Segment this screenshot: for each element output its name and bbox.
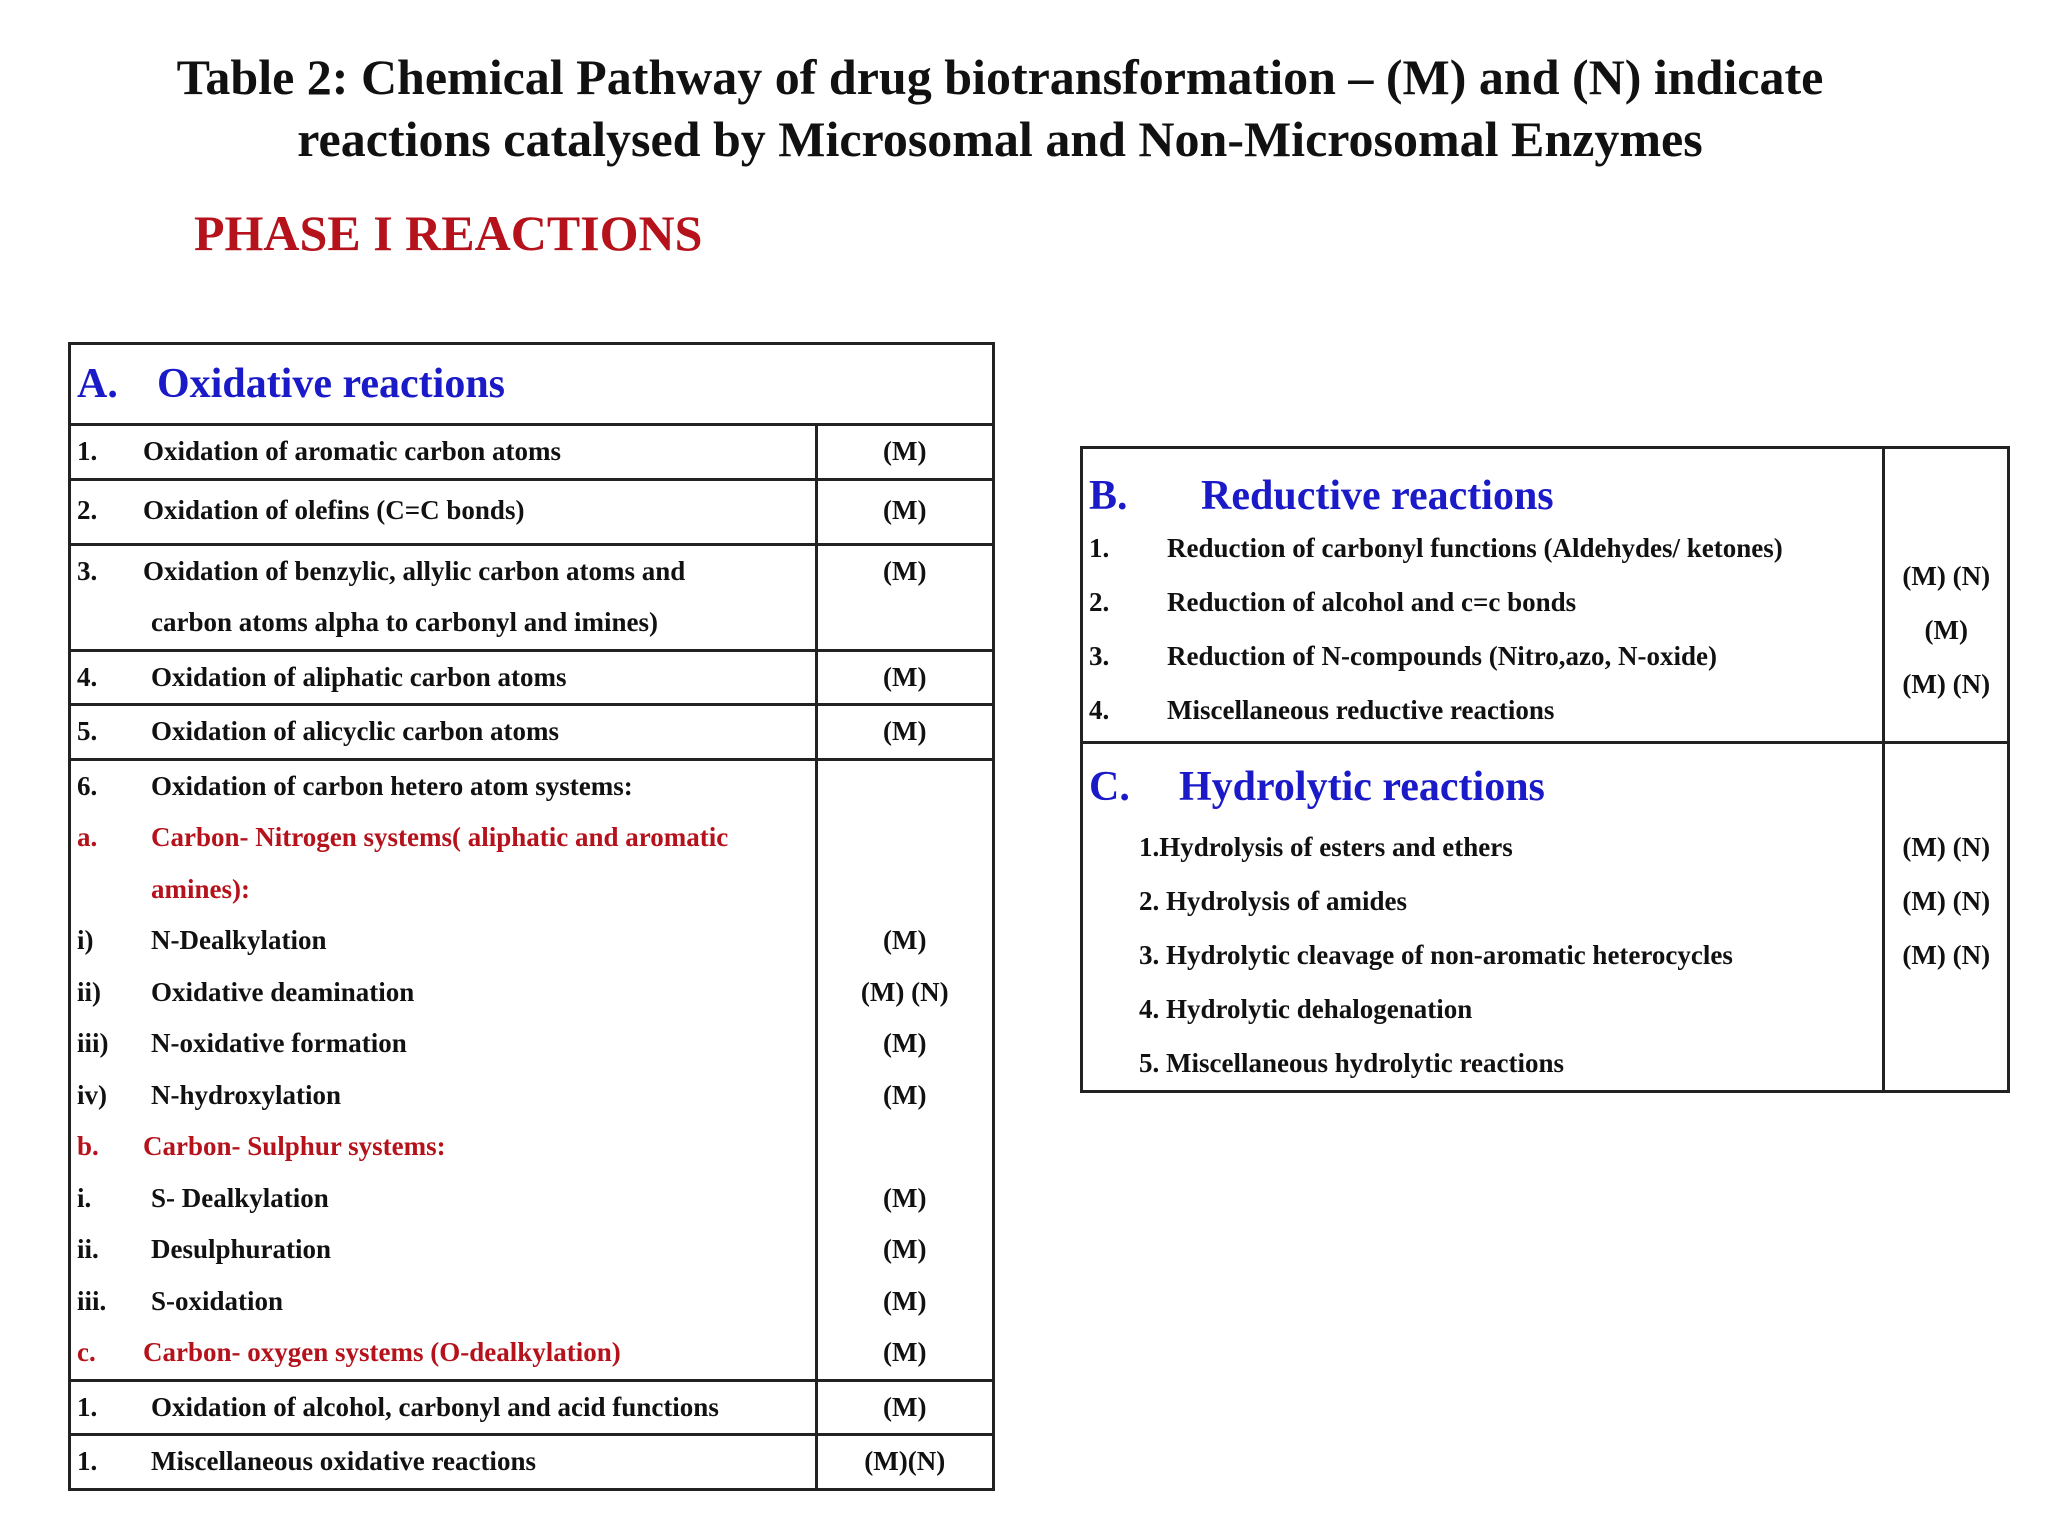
reaction-label: S-oxidation <box>151 1285 284 1316</box>
page-title <box>0 46 2000 170</box>
reaction-label: Oxidation of alicyclic carbon atoms <box>151 716 559 746</box>
sub-number: i) <box>77 925 94 955</box>
enzyme-tag: (M) (N) <box>860 976 949 1007</box>
sub-letter: b. <box>77 1131 99 1161</box>
section-title: Hydrolytic reactions <box>1179 764 1545 810</box>
row-number: 4. <box>77 661 98 692</box>
reaction-label: N-Dealkylation <box>151 925 327 955</box>
table-row <box>70 479 994 544</box>
row-number: 1. <box>77 436 98 466</box>
reaction-label: S- Dealkylation <box>151 1182 329 1213</box>
title-line-2: reactions catalysed by Microsomal and Non-Microsomal Enzymes <box>297 111 1703 167</box>
table-row-hetero-atom <box>70 759 994 1380</box>
enzyme-tag: (M) (N) <box>1902 832 1991 862</box>
reaction-label: Oxidation of carbon hetero atom systems: <box>151 770 633 801</box>
enzyme-tag: (M) <box>883 661 927 692</box>
reaction-label: Reduction of N-compounds (Nitro,azo, N-oxide) <box>1167 641 1717 671</box>
enzyme-tag: (M) <box>883 436 927 466</box>
reaction-label: N-oxidative formation <box>151 1028 407 1058</box>
reaction-label: Oxidation of alcohol, carbonyl and acid functions <box>151 1391 719 1422</box>
enzyme-tag: (M) (N) <box>1902 669 1991 699</box>
enzyme-tag: (M)(N) <box>864 1446 946 1476</box>
list-item: 2. Hydrolysis of amides <box>1139 886 1408 916</box>
sub-number: iv) <box>77 1079 107 1110</box>
enzyme-tag: (M) <box>883 1182 927 1213</box>
reaction-label: Reduction of carbonyl functions (Aldehydes/ ketones) <box>1167 533 1783 563</box>
enzyme-tag: (M) <box>883 1234 927 1264</box>
reaction-label: Reduction of alcohol and c=c bonds <box>1167 587 1577 617</box>
enzyme-tag: (M) <box>883 555 927 586</box>
list-item: 3. Hydrolytic cleavage of non-aromatic heterocycles <box>1139 940 1733 970</box>
reaction-label: Oxidation of olefins (C=C bonds) <box>143 494 525 525</box>
enzyme-tag: (M) <box>883 1391 927 1422</box>
item-number: 4. <box>1089 695 1110 725</box>
enzyme-tag: (M) <box>883 1285 927 1316</box>
phase-heading: PHASE I REACTIONS <box>194 205 703 261</box>
row-number: 1. <box>77 1391 98 1422</box>
item-number: 2. <box>1089 587 1110 617</box>
subgroup-label: Carbon- oxygen systems (O-dealkylation) <box>143 1337 621 1367</box>
enzyme-tag: (M) <box>883 1028 927 1058</box>
row-number: 2. <box>77 494 98 525</box>
sub-number: iii. <box>77 1285 107 1316</box>
oxidative-heading <box>71 345 992 423</box>
enzyme-tag: (M) (N) <box>1902 886 1991 916</box>
enzyme-tag: (M) (N) <box>1902 561 1991 591</box>
table-row <box>70 425 994 480</box>
sub-number: iii) <box>77 1028 109 1058</box>
section-title: Reductive reactions <box>1201 473 1554 519</box>
reaction-label: Desulphuration <box>151 1234 332 1264</box>
sub-number: ii) <box>77 976 101 1007</box>
reaction-label: Oxidation of aliphatic carbon atoms <box>151 661 567 692</box>
table-row <box>70 544 994 650</box>
list-item: 5. Miscellaneous hydrolytic reactions <box>1139 1048 1564 1078</box>
section-title: Oxidative reactions <box>157 361 506 407</box>
item-number: 3. <box>1089 641 1110 671</box>
enzyme-tag: (M) <box>883 716 927 746</box>
hydrolytic-heading <box>1083 744 1882 812</box>
oxidative-reactions-table <box>68 342 995 1491</box>
list-item <box>1083 521 1882 575</box>
enzyme-tag: (M) (N) <box>1902 940 1991 970</box>
list-item <box>1083 683 1882 737</box>
list-item <box>1083 629 1882 683</box>
sub-letter: c. <box>77 1337 96 1367</box>
subgroup-label: Carbon- Sulphur systems: <box>143 1131 446 1161</box>
row-number: 6. <box>77 770 98 801</box>
enzyme-tag: (M) <box>883 494 927 525</box>
reductive-section <box>1082 448 2009 743</box>
row-number: 1. <box>77 1446 98 1476</box>
reaction-label: Oxidation of aromatic carbon atoms <box>143 436 561 466</box>
reaction-label: Miscellaneous reductive reactions <box>1167 695 1555 725</box>
list-item <box>1083 575 1882 629</box>
subgroup-label-continued: amines): <box>151 873 250 904</box>
reaction-label: Miscellaneous oxidative reactions <box>151 1446 536 1476</box>
table-header-row <box>70 344 994 425</box>
sub-number: ii. <box>77 1234 99 1264</box>
section-letter: C. <box>1089 764 1130 810</box>
reductive-hydrolytic-table <box>1080 446 2010 1093</box>
list-item: 4. Hydrolytic dehalogenation <box>1139 994 1473 1024</box>
enzyme-tag: (M) <box>883 1079 927 1110</box>
hydrolytic-section <box>1082 743 2009 1092</box>
table-row <box>70 1435 994 1490</box>
sub-number: i. <box>77 1182 92 1213</box>
enzyme-tag: (M) <box>883 925 927 955</box>
reductive-heading <box>1083 449 1882 521</box>
reaction-label: N-hydroxylation <box>151 1079 342 1110</box>
item-number: 1. <box>1089 533 1110 563</box>
subgroup-label: Carbon- Nitrogen systems( aliphatic and aromatic <box>151 822 729 852</box>
row-number: 5. <box>77 716 98 746</box>
enzyme-tag: (M) <box>1924 615 1968 645</box>
reaction-label-continued: carbon atoms alpha to carbonyl and imines) <box>151 607 659 637</box>
list-item: 1.Hydrolysis of esters and ethers <box>1139 832 1513 862</box>
table-row <box>70 1380 994 1435</box>
section-letter: B. <box>1089 473 1128 519</box>
table-row <box>70 650 994 705</box>
reaction-label: Oxidative deamination <box>151 976 415 1007</box>
table-row <box>70 705 994 760</box>
section-letter: A. <box>77 361 118 407</box>
title-line-1: Table 2: Chemical Pathway of drug biotransformation – (M) and (N) indicate <box>176 49 1824 105</box>
reaction-label: Oxidation of benzylic, allylic carbon atoms and <box>143 555 686 586</box>
enzyme-tag: (M) <box>883 1337 927 1367</box>
sub-letter: a. <box>77 822 98 852</box>
row-number: 3. <box>77 555 98 586</box>
